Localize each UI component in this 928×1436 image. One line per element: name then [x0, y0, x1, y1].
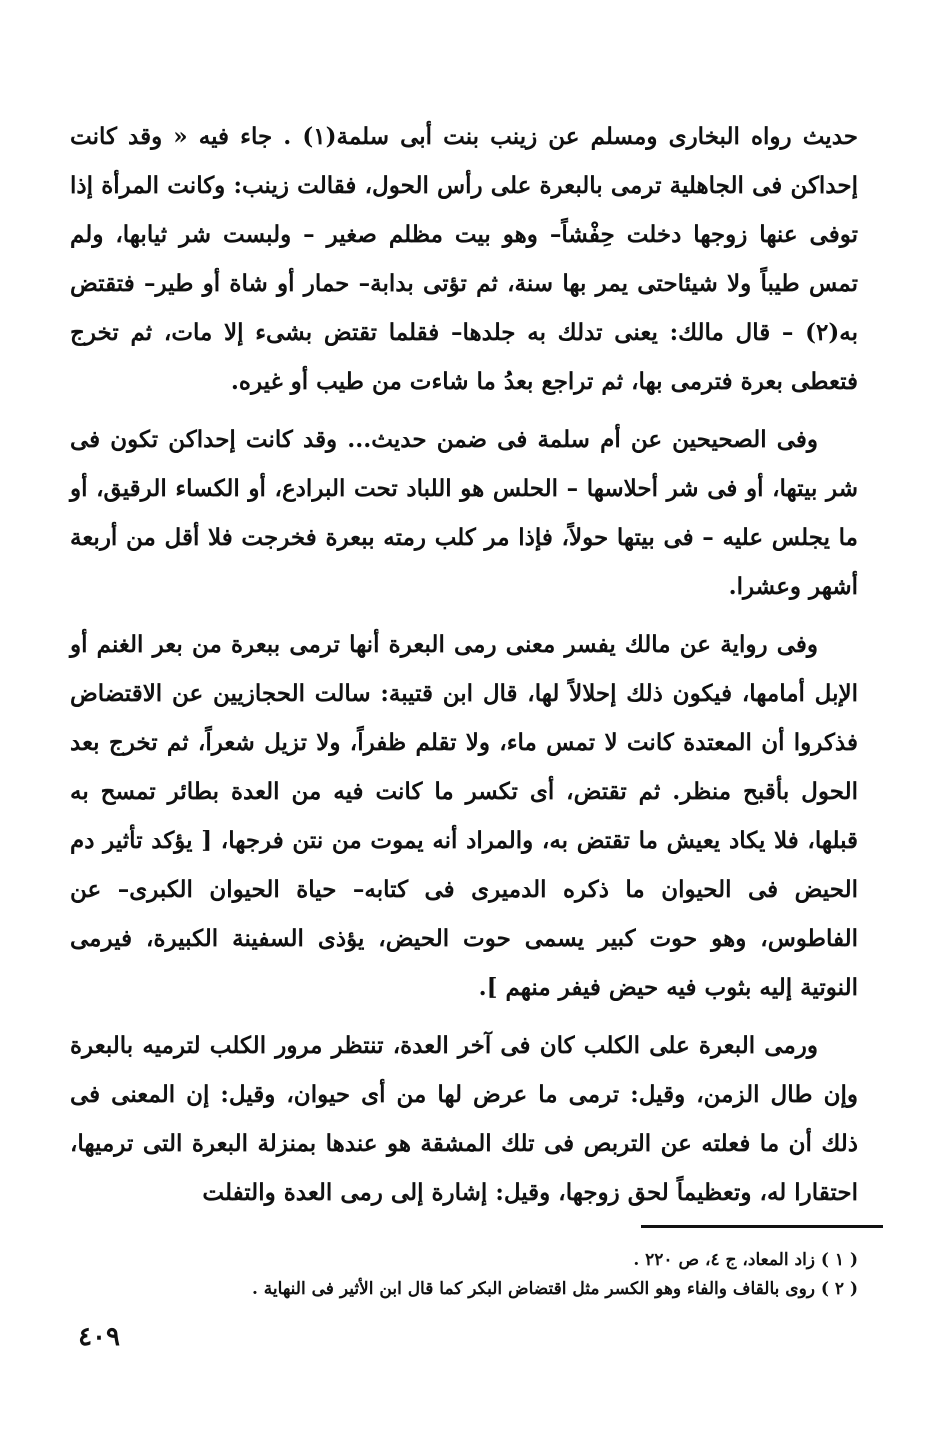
footnote-1: ( ١ ) زاد المعاد، ج ٤، ص ٢٢٠ .: [633, 1250, 858, 1270]
paragraph-4: ورمى البعرة على الكلب كان فى آخر العدة، تنتظر مرور الكلب لترميه بالبعرة وإن طال الزمن، وقيل: ترمى ما عرض لها من أى حيوان، وقيل: إن المعنى فى ذلك أن ما فعلته عن التربص فى تلك المشقة هو عندها بمنزلة البعرة التى ترميها، احتقارا له، وتعظيماً لحق زوجها، وقيل: إشارة إلى رمى العدة والتفلت: [70, 1032, 858, 1206]
main-text: [70, 112, 858, 1226]
footnote-separator: [641, 1225, 883, 1228]
footnotes: [70, 1246, 858, 1304]
paragraph-3: وفى رواية عن مالك يفسر معنى رمى البعرة أنها ترمى ببعرة من بعر الغنم أو الإبل أمامها، فيكون ذلك إحلالاً لها، قال ابن قتيبة: سالت الحجازيين عن الاقتضاض فذكروا أن المعتدة كانت لا تمس ماء، ولا تقلم ظفراً، ولا تزيل شعراً، ثم تخرج بعد الحول بأقبح منظر. ثم تقتض، أى تكسر ما كانت فيه من العدة بطائر تمسح به قبلها، فلا يكاد يعيش ما تقتض به، والمراد أنه يموت من نتن فرجها، [ يؤكد تأثير دم الحيض فى الحيوان ما ذكره الدميرى فى كتابه– حياة الحيوان الكبرى– عن الفاطوس، وهو حوت كبير يسمى حوت الحيض، يؤذى السفينة الكبيرة، فيرمى النوتية إليه بثوب فيه حيض فيفر منهم ].: [70, 631, 858, 1001]
page-number: ٤٠٩: [78, 1322, 120, 1352]
footnote-2: ( ٢ ) روى بالقاف والفاء وهو الكسر مثل اقتضاض البكر كما قال ابن الأثير فى النهاية .: [251, 1279, 858, 1299]
paragraph-1: حديث رواه البخارى ومسلم عن زينب بنت أبى سلمة(١) . جاء فيه « وقد كانت إحداكن فى الجاهلية ترمى بالبعرة على رأس الحول، فقالت زينب: وكانت المرأة إذا توفى عنها زوجها دخلت حِفْشاً– وهو بيت مظلم صغير – ولبست شر ثيابها، ولم تمس طيباً ولا شيئاحتى يمر بها سنة، ثم تؤتى بدابة– حمار أو شاة أو طير– فتقتض به(٢) – قال مالك: يعنى تدلك به جلدها– فقلما تقتض بشىء إلا مات، ثم تخرج فتعطى بعرة فترمى بها، ثم تراجع بعدُ ما شاءت من طيب أو غيره.: [70, 123, 858, 395]
paragraph-2: وفى الصحيحين عن أم سلمة فى ضمن حديث... وقد كانت إحداكن تكون فى شر بيتها، أو فى شر أحلاسها – الحلس هو اللباد تحت البرادع، أو الكساء الرقيق، أو ما يجلس عليه – فى بيتها حولاً، فإذا مر كلب رمته ببعرة فخرجت فلا أقل من أربعة أشهر وعشرا.: [70, 426, 858, 600]
